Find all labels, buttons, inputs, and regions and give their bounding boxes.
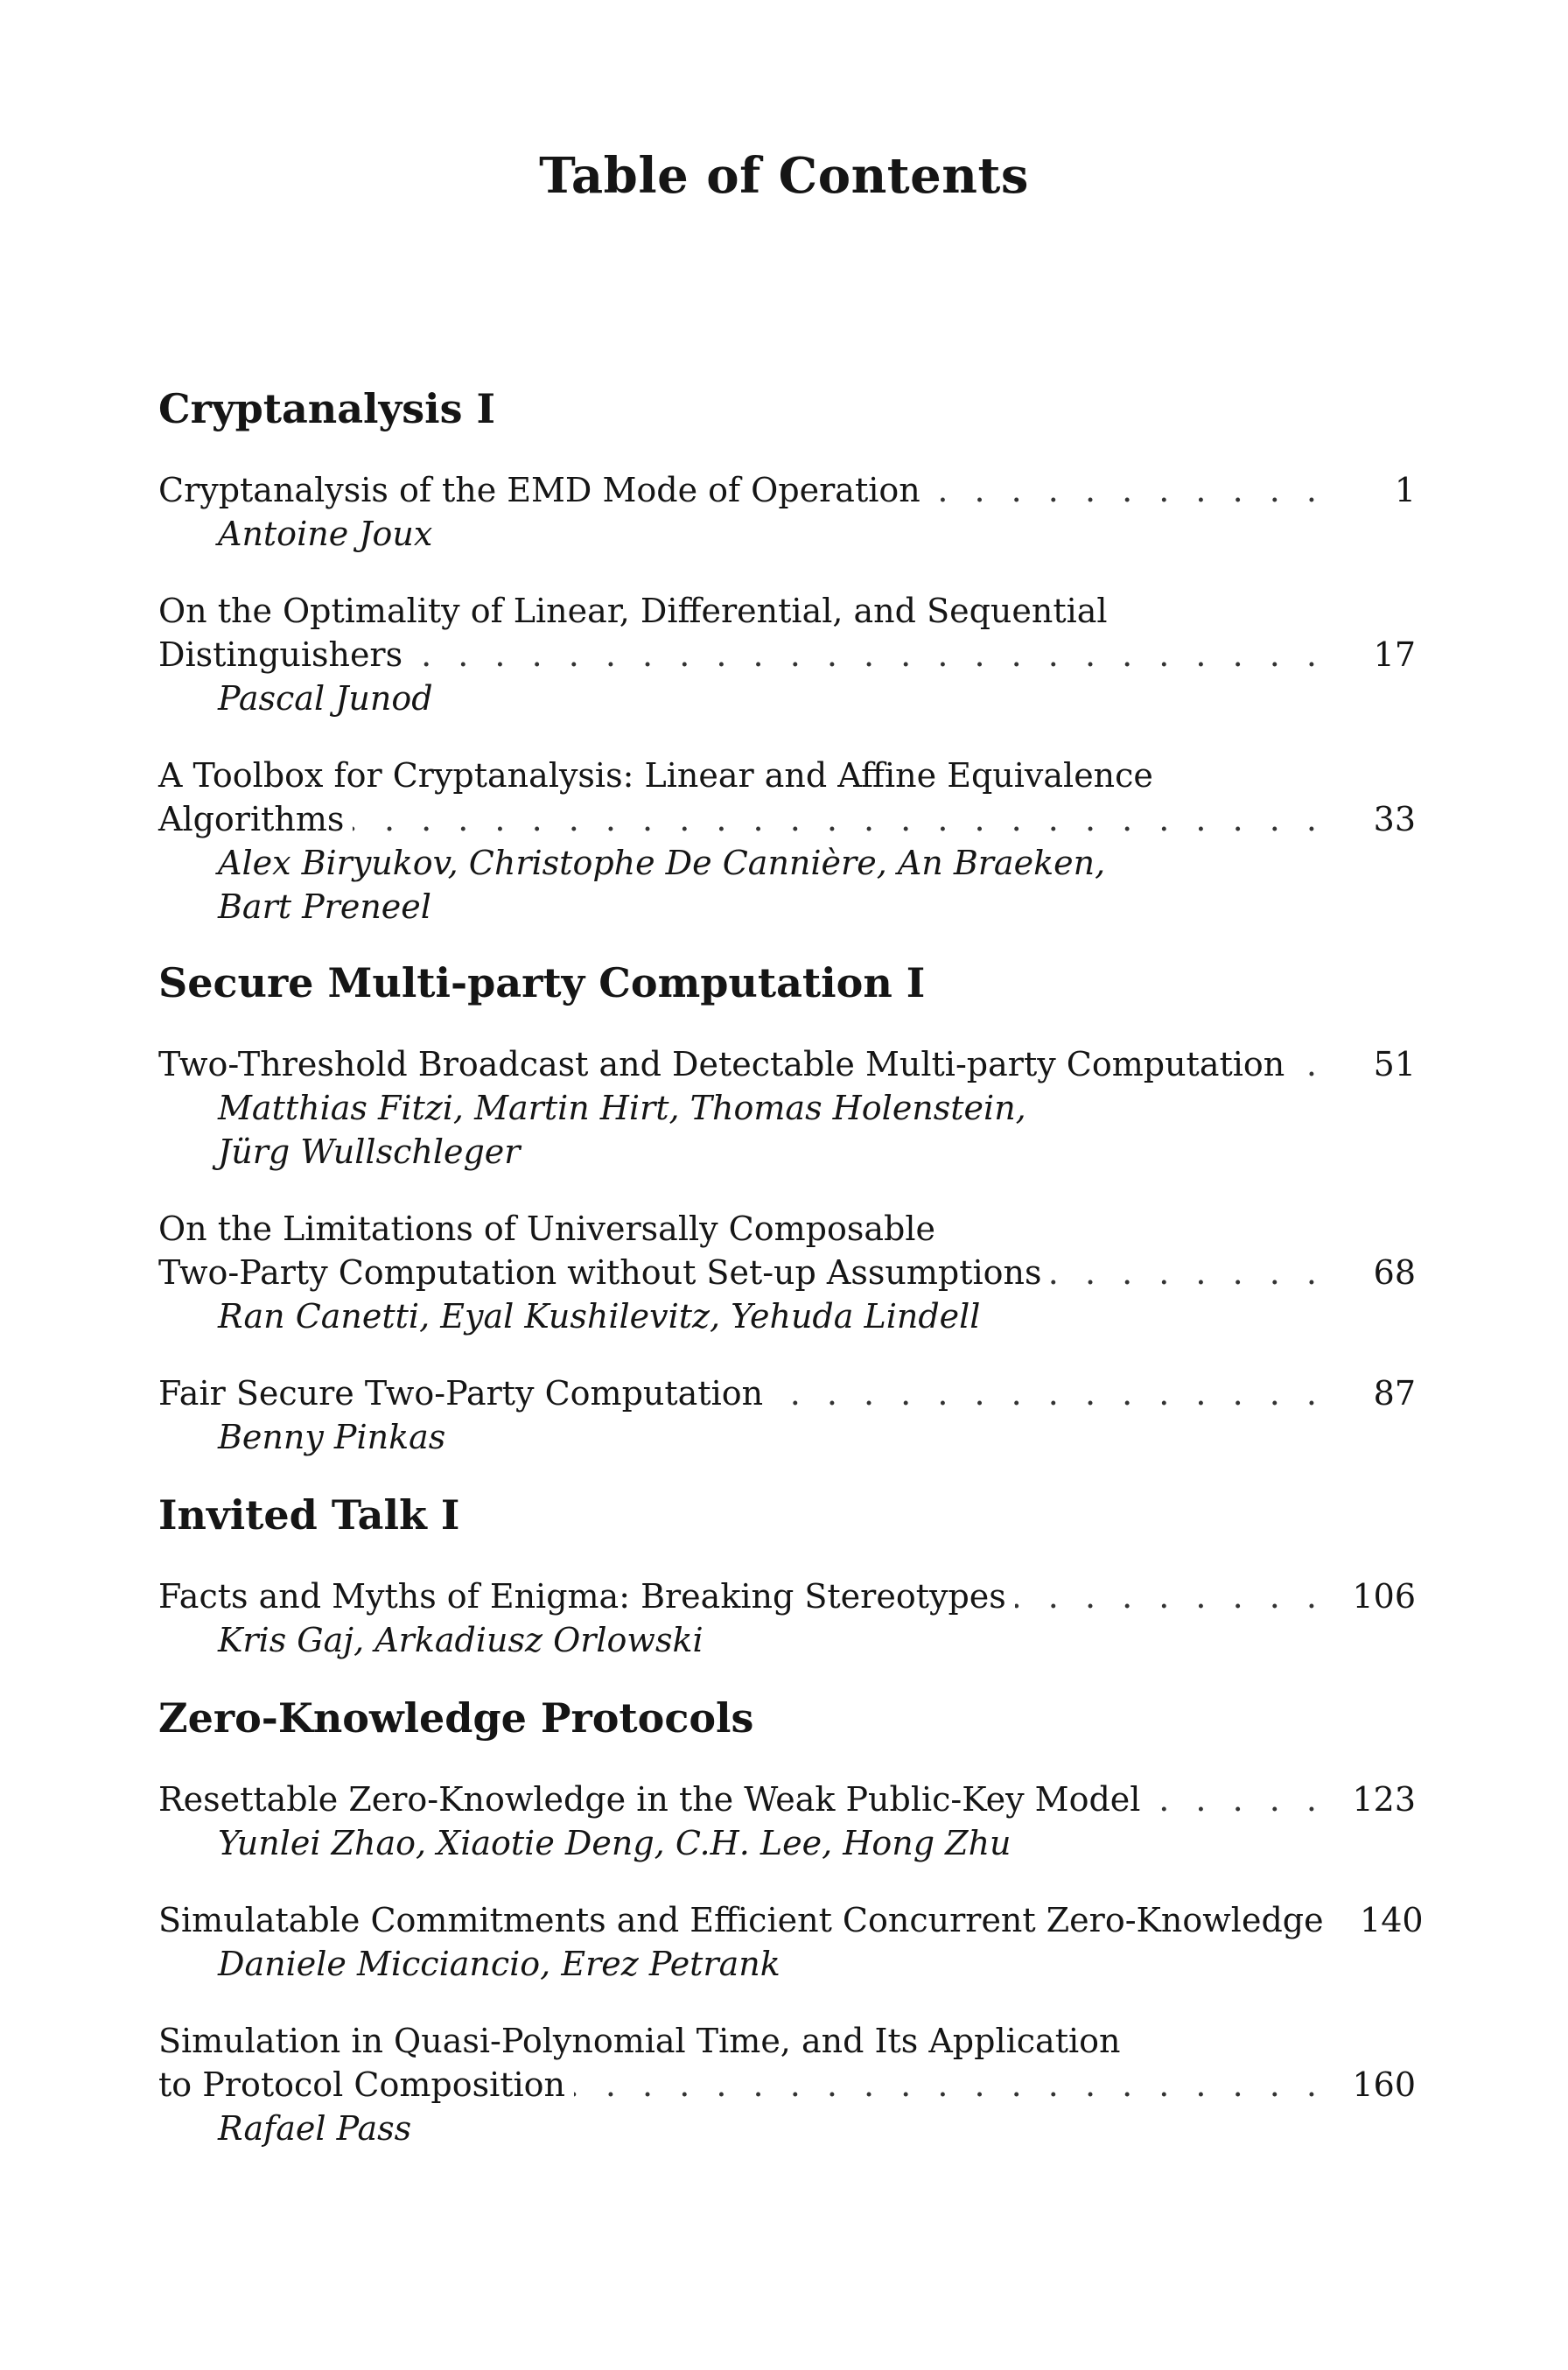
- entry-title-line: Two-Threshold Broadcast and Detectable Multi-party Computation: [158, 1045, 1285, 1083]
- toc-entry-title[interactable]: [158, 632, 1416, 677]
- dot-leader: [1149, 1777, 1325, 1822]
- section-heading-secure-mpc-i: Secure Multi-party Computation I: [158, 959, 926, 1006]
- page-number: 33: [1373, 800, 1416, 838]
- entry-title-line: Fair Secure Two-Party Computation: [158, 1374, 764, 1413]
- entry-authors: Matthias Fitzi, Martin Hirt, Thomas Holenstein,: [218, 1089, 1026, 1127]
- dot-leader: [411, 632, 1325, 677]
- toc-entry-title[interactable]: [158, 467, 1416, 513]
- section-heading-zero-knowledge-protocols: Zero-Knowledge Protocols: [158, 1694, 754, 1742]
- page-number: 160: [1352, 2065, 1416, 2104]
- toc-entry-title[interactable]: [158, 2062, 1416, 2107]
- entry-authors: Jürg Wullschleger: [218, 1132, 521, 1171]
- entry-title-line: Simulatable Commitments and Efficient Concurrent Zero-Knowledge: [158, 1901, 1324, 1939]
- toc-entry-title[interactable]: [158, 1777, 1416, 1822]
- dot-leader: [1015, 1574, 1325, 1619]
- toc-entry-title[interactable]: [158, 1250, 1416, 1295]
- page-number: 140: [1360, 1901, 1424, 1939]
- entry-title-line: Two-Party Computation without Set-up Assumptions: [158, 1253, 1042, 1292]
- entry-title-line: Algorithms: [158, 800, 345, 838]
- section-heading-invited-talk-i: Invited Talk I: [158, 1491, 460, 1539]
- dot-leader: [1293, 1041, 1325, 1087]
- dot-leader: [772, 1371, 1325, 1416]
- dot-leader: [353, 796, 1325, 842]
- entry-authors: Ran Canetti, Eyal Kushilevitz, Yehuda Lindell: [218, 1297, 981, 1336]
- entry-authors: Bart Preneel: [218, 887, 431, 926]
- entry-authors: Pascal Junod: [218, 679, 433, 718]
- toc-entry-title[interactable]: [158, 1041, 1416, 1087]
- page-number: 17: [1373, 635, 1416, 674]
- entry-title-line: to Protocol Composition: [158, 2065, 565, 2104]
- page-number: 1: [1394, 471, 1416, 509]
- entry-authors: Antoine Joux: [218, 515, 433, 553]
- toc-entry-title[interactable]: [158, 1574, 1416, 1619]
- entry-authors: Kris Gaj, Arkadiusz Orlowski: [218, 1621, 704, 1659]
- toc-entry-title[interactable]: [158, 1897, 1424, 1943]
- dot-leader: [929, 467, 1325, 513]
- page-number: 106: [1352, 1577, 1416, 1616]
- entry-title-line: Resettable Zero-Knowledge in the Weak Public-Key Model: [158, 1780, 1141, 1819]
- entry-title-line[interactable]: On the Optimality of Linear, Differential, and Sequential: [158, 592, 1108, 630]
- entry-title-line: Facts and Myths of Enigma: Breaking Stereotypes: [158, 1577, 1006, 1616]
- page-number: 51: [1373, 1045, 1416, 1083]
- entry-title-line[interactable]: On the Limitations of Universally Composable: [158, 1210, 935, 1248]
- entry-authors: Benny Pinkas: [218, 1418, 446, 1456]
- entry-authors: Daniele Micciancio, Erez Petrank: [218, 1945, 780, 1983]
- entry-title-line: Cryptanalysis of the EMD Mode of Operation: [158, 471, 920, 509]
- entry-title-line: Distinguishers: [158, 635, 403, 674]
- toc-entry-title[interactable]: [158, 1371, 1416, 1416]
- entry-authors: Yunlei Zhao, Xiaotie Deng, C.H. Lee, Hong Zhu: [218, 1824, 1012, 1862]
- entry-authors: Alex Biryukov, Christophe De Cannière, An Braeken,: [218, 844, 1106, 882]
- page-number: 68: [1373, 1253, 1416, 1292]
- dot-leader: [1051, 1250, 1326, 1295]
- page-number: 123: [1352, 1780, 1416, 1819]
- entry-authors: Rafael Pass: [218, 2109, 412, 2148]
- page-title: Table of Contents: [539, 147, 1029, 205]
- entry-title-line[interactable]: A Toolbox for Cryptanalysis: Linear and Affine Equivalence: [158, 756, 1153, 795]
- page-number: 87: [1373, 1374, 1416, 1413]
- section-heading-cryptanalysis-i: Cryptanalysis I: [158, 385, 496, 432]
- entry-title-line[interactable]: Simulation in Quasi-Polynomial Time, and Its Application: [158, 2022, 1121, 2060]
- toc-entry-title[interactable]: [158, 796, 1416, 842]
- dot-leader: [574, 2062, 1325, 2107]
